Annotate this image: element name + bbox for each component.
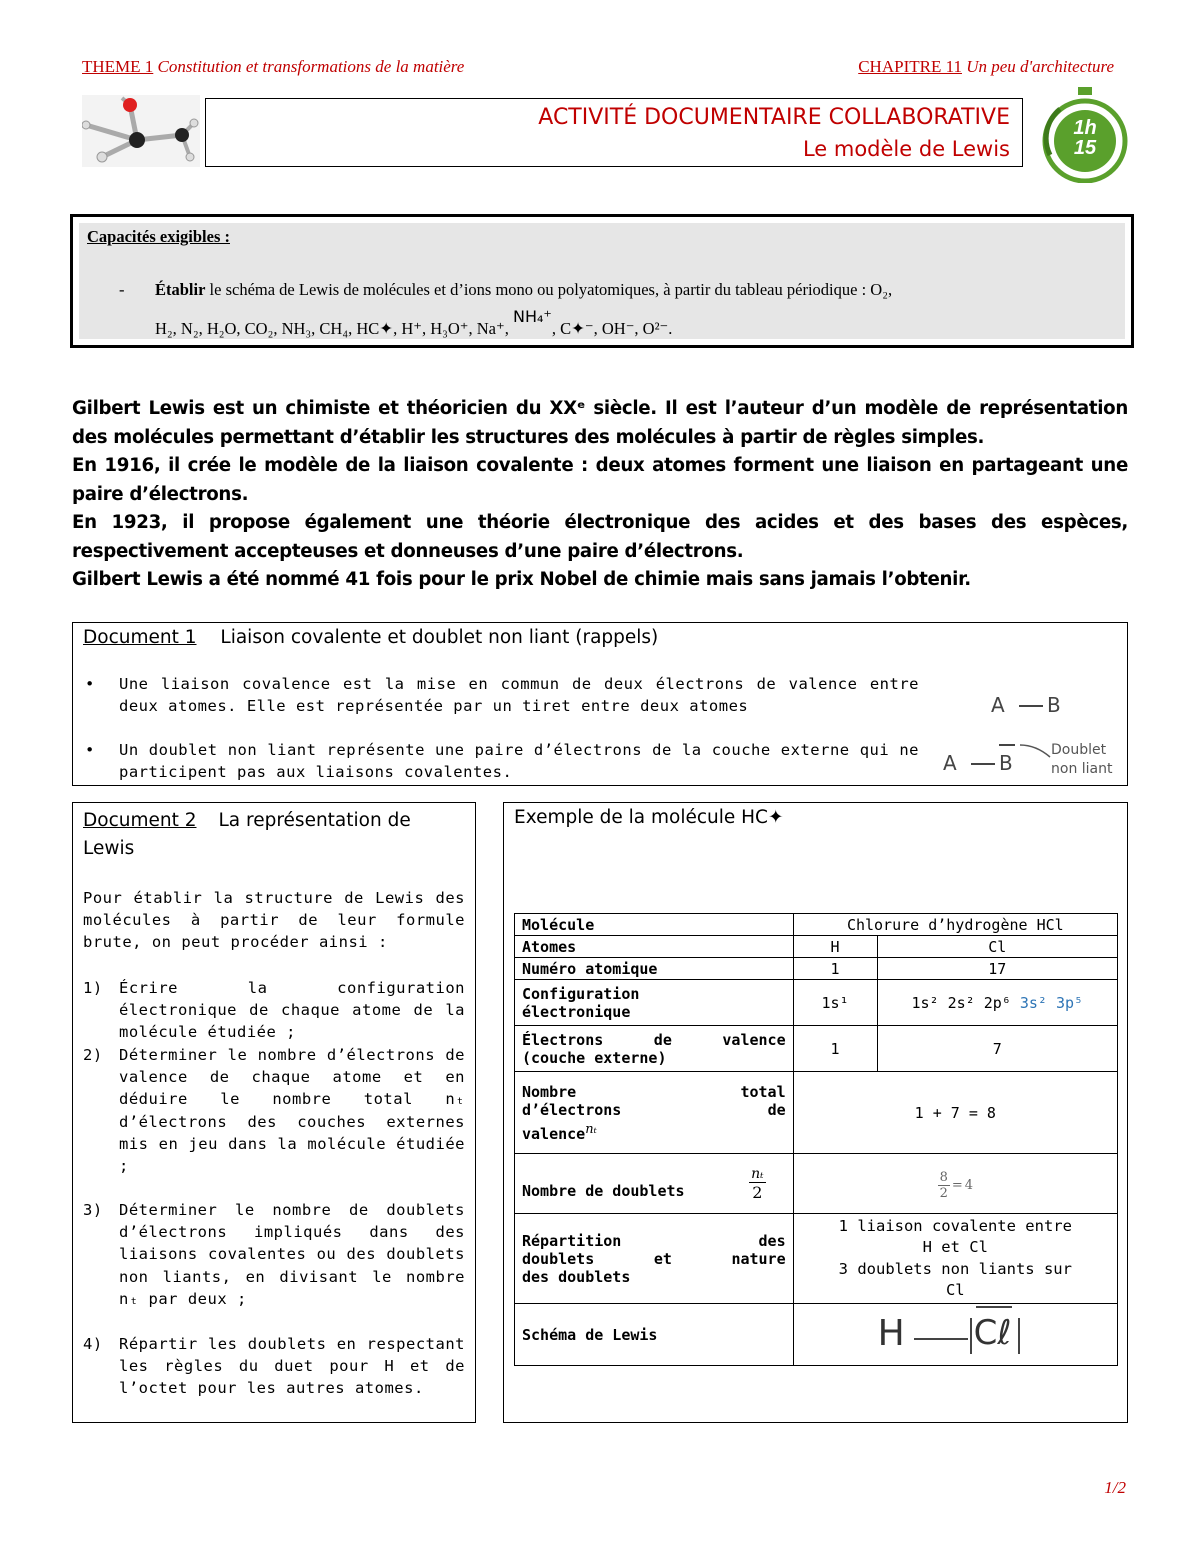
theme-text: Constitution et transformations de la matière xyxy=(157,57,465,76)
example-box xyxy=(503,802,1128,1423)
cell-doublets-value-num: 8 xyxy=(939,1169,948,1185)
molecule-image xyxy=(82,95,200,167)
cell-config-header xyxy=(515,980,794,1026)
cell-doublets-fraction xyxy=(749,1166,765,1202)
cell-valence-h: 1 xyxy=(793,1026,877,1072)
intro-p3: En 1923, il propose également une théorie électronique des acides et des bases des espèces, respectivement accepteuses et donneuses d’une paire d’électrons. xyxy=(72,512,1128,562)
table-row xyxy=(515,936,1118,958)
doc1-fig1-atom-a: A xyxy=(991,693,1005,717)
table-row xyxy=(515,1072,1118,1154)
doc2-step-2: Déterminer le nombre d’électrons de valence de chaque atome et en déduire le nombre total nₜ d’électrons des couches externes mis en jeu dans la molécule étudiée ; xyxy=(119,1046,465,1176)
cell-config-cl-valence: 3s² 3p⁵ xyxy=(1019,993,1084,1012)
capacites-box xyxy=(70,214,1134,348)
lewis-atom-cl: Cℓ xyxy=(973,1313,1012,1353)
table-row xyxy=(515,958,1118,980)
cell-config-header-1: Configuration xyxy=(522,984,640,1003)
doc1-bullet-1: Une liaison covalence est la mise en commun de deux électrons de valence entre deux atomes. Elle est représentée par un tiret entre deux atomes xyxy=(119,675,919,716)
page-number: 1/2 xyxy=(1104,1478,1126,1497)
table-row xyxy=(515,980,1118,1026)
example-table xyxy=(514,913,1118,1366)
capacites-text: le schéma de Lewis de molécules et d’ions mono ou polyatomiques, à partir du tableau périodique : O₂, xyxy=(205,280,893,299)
doc1-fig1-bond xyxy=(1019,705,1043,707)
cell-lewis-header: Schéma de Lewis xyxy=(515,1304,794,1366)
doc1-fig2-lone-pair xyxy=(999,744,1015,746)
doc2-step-3: Déterminer le nombre de doublets d’électrons impliqués dans des liaisons covalentes ou des doublets non liants, en divisant le nombre nₜ par deux ; xyxy=(119,1201,465,1308)
cell-doublets-value-den: 2 xyxy=(939,1185,948,1201)
timer-hours: 1h xyxy=(1073,117,1097,139)
doc1-fig2-atom-b: B xyxy=(999,751,1013,775)
capacites-list: H₂, N₂, H₂O, CO₂, NH₃, CH₄, HC✦, H⁺, H₃O⁺, Na⁺, xyxy=(155,319,509,338)
activity-subtitle: Le modèle de Lewis xyxy=(802,137,1010,161)
doc2-step-2-num: 2) xyxy=(83,1046,103,1064)
timer-minutes: 15 xyxy=(1073,137,1097,159)
cell-repartition-value-4: Cl xyxy=(945,1281,965,1299)
document-2 xyxy=(72,802,476,1423)
cell-total-nt: nₜ xyxy=(585,1121,597,1137)
doc1-fig2-label-1: Doublet xyxy=(1051,742,1107,758)
doc1-fig2-label xyxy=(1051,741,1112,779)
cell-doublets-value-result: 4 xyxy=(964,1177,974,1193)
lewis-lone-pair-left xyxy=(970,1318,972,1354)
cell-doublets-fraction-den: 2 xyxy=(752,1182,763,1202)
cell-numero-h: 1 xyxy=(793,958,877,980)
cell-repartition-header-3: des doublets xyxy=(522,1267,631,1286)
doc1-fig1-atom-b: B xyxy=(1047,693,1061,717)
lewis-lone-pair-right xyxy=(1018,1318,1020,1354)
cell-valence-header-2: (couche externe) xyxy=(522,1048,667,1067)
doc1-bullet-2-dot: • xyxy=(85,741,95,759)
timer-icon xyxy=(1040,85,1130,183)
doc2-heading xyxy=(83,807,411,863)
doc2-label: Document 2 xyxy=(83,810,197,831)
cell-total-value: 1 + 7 = 8 xyxy=(793,1072,1117,1154)
cell-repartition-value-2: H et Cl xyxy=(922,1238,988,1256)
cell-repartition-value xyxy=(793,1214,1117,1304)
cell-total-header xyxy=(515,1072,794,1154)
cell-atom-h: H xyxy=(793,936,877,958)
doc2-intro: Pour établir la structure de Lewis des molécules à partir de leur formule brute, on peut procéder ainsi : xyxy=(83,889,465,952)
intro-p4: Gilbert Lewis a été nommé 41 fois pour le prix Nobel de chimie mais sans jamais l’obtenir. xyxy=(72,569,971,590)
cell-doublets-header-text: Nombre de doublets xyxy=(522,1181,685,1200)
header-theme xyxy=(82,57,464,77)
title-box xyxy=(205,98,1023,167)
table-row xyxy=(515,914,1118,936)
cell-repartition-header-2a: doublets xyxy=(522,1249,595,1268)
cell-molecule-header: Molécule xyxy=(515,914,794,936)
cell-repartition-value-3: 3 doublets non liants sur xyxy=(838,1259,1072,1278)
capacites-nh4: NH₄⁺ xyxy=(512,307,552,326)
cell-doublets-value: $\frac{8}{2}$ = 4 xyxy=(793,1154,1117,1214)
cell-config-cl-core: 1s² 2s² 2p⁶ xyxy=(911,993,1011,1012)
doc1-bullet-1-dot: • xyxy=(85,675,95,693)
capacites-list-end: , C✦⁻, OH⁻, O²⁻. xyxy=(551,319,673,338)
lewis-diagram xyxy=(874,1308,1034,1362)
capacites-line1 xyxy=(155,280,892,300)
cell-valence-cl: 7 xyxy=(877,1026,1118,1072)
activity-title: ACTIVITÉ DOCUMENTAIRE COLLABORATIVE xyxy=(538,105,1010,130)
cell-valence-header xyxy=(515,1026,794,1072)
cell-atom-cl: Cl xyxy=(877,936,1118,958)
cell-repartition-value-1: 1 liaison covalente entre xyxy=(838,1216,1072,1235)
document-1 xyxy=(72,622,1128,786)
doc2-title-2: Lewis xyxy=(83,838,135,859)
lewis-bond xyxy=(914,1338,968,1340)
cell-lewis-value xyxy=(793,1304,1117,1366)
cell-repartition-header-2c: nature xyxy=(731,1249,786,1268)
cell-repartition-header-1a: Répartition xyxy=(522,1231,622,1250)
cell-config-h: 1s¹ xyxy=(793,980,877,1026)
doc2-step-3-num: 3) xyxy=(83,1201,103,1219)
cell-repartition-header-2b: et xyxy=(653,1249,672,1268)
table-row xyxy=(515,1026,1118,1072)
table-row xyxy=(515,1154,1118,1214)
intro-p1: Gilbert Lewis est un chimiste et théoricien du XXᵉ siècle. Il est l’auteur d’un modèle de représentation des molécules permettant d’établir les structures des molécules à partir de règles simples. xyxy=(72,398,1128,448)
cell-total-header-1a: Nombre xyxy=(522,1082,577,1101)
header-chapter xyxy=(858,57,1114,77)
doc1-fig2-label-2: non liant xyxy=(1051,761,1113,777)
cell-total-header-2a: d’électrons xyxy=(522,1100,622,1119)
cell-config-cl xyxy=(877,980,1118,1026)
capacites-verb: Établir xyxy=(155,280,206,299)
capacites-line2 xyxy=(155,307,673,339)
table-row xyxy=(515,1304,1118,1366)
doc1-fig2-atom-a: A xyxy=(943,751,957,775)
chapter-label: CHAPITRE 11 xyxy=(858,57,962,76)
cell-total-header-3: valence xyxy=(522,1124,586,1143)
cell-config-header-2: électronique xyxy=(522,1002,631,1021)
doc2-title-1: La représentation de xyxy=(218,810,411,831)
table-row xyxy=(515,1214,1118,1304)
doc2-step-4: Répartir les doublets en respectant les règles du duet pour H et de l’octet pour les autres atomes. xyxy=(119,1335,465,1398)
cell-repartition-header xyxy=(515,1214,794,1304)
doc2-step-4-num: 4) xyxy=(83,1335,103,1353)
cell-total-header-2b: de xyxy=(767,1100,786,1119)
lewis-atom-h: H xyxy=(877,1313,905,1354)
doc2-step-1: Écrire la configuration électronique de chaque atome de la molécule étudiée ; xyxy=(119,979,465,1042)
cell-numero-header: Numéro atomique xyxy=(515,958,794,980)
cell-repartition-header-1b: des xyxy=(758,1231,786,1250)
doc1-title: Liaison covalente et doublet non liant (rappels) xyxy=(220,627,659,648)
example-title: Exemple de la molécule HC✦ xyxy=(514,807,784,828)
intro-text xyxy=(72,395,1128,595)
capacites-heading: Capacités exigibles : xyxy=(87,227,230,246)
lewis-lone-pair-top xyxy=(976,1306,1012,1308)
theme-label: THEME 1 xyxy=(82,57,154,76)
doc1-label: Document 1 xyxy=(83,627,197,648)
doc1-heading xyxy=(83,627,658,648)
cell-valence-header-1: Électrons de valence xyxy=(522,1030,786,1049)
doc2-step-1-num: 1) xyxy=(83,979,103,997)
cell-numero-cl: 17 xyxy=(877,958,1118,980)
capacites-dash: - xyxy=(119,280,125,299)
chapter-text: Un peu d'architecture xyxy=(966,57,1114,76)
cell-atomes-header: Atomes xyxy=(515,936,794,958)
cell-molecule-value: Chlorure d’hydrogène HCl xyxy=(793,914,1117,936)
doc1-fig2-arrow xyxy=(1018,741,1054,761)
cell-doublets-fraction-num: nₜ xyxy=(751,1165,764,1182)
cell-doublets-header xyxy=(515,1154,794,1214)
doc1-bullet-2: Un doublet non liant représente une paire d’électrons de la couche externe qui ne participent pas aux liaisons covalentes. xyxy=(119,741,919,782)
cell-total-header-1b: total xyxy=(740,1082,786,1101)
intro-p2: En 1916, il crée le modèle de la liaison covalente : deux atomes forment une liaison en partageant une paire d’électrons. xyxy=(72,455,1128,505)
doc1-fig2-bond xyxy=(971,763,995,765)
